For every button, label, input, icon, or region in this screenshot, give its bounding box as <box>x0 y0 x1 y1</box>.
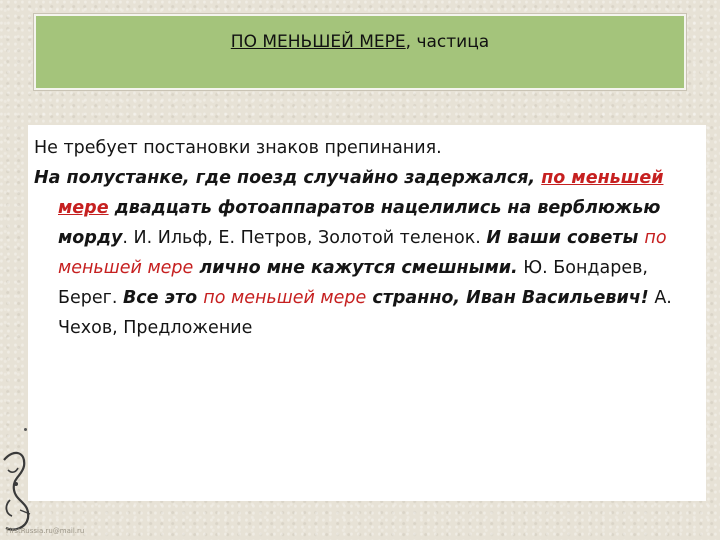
title-box <box>34 14 686 90</box>
example-2-text-b: лично мне кажутся смешными. <box>193 258 518 278</box>
example-paragraph <box>34 163 698 343</box>
title-term: ПО МЕНЬШЕЙ МЕРЕ <box>230 32 406 52</box>
title-rest: , частица <box>405 32 490 52</box>
cat-illustration-icon <box>0 440 40 535</box>
slide-title <box>36 32 684 52</box>
watermark: FirstRussia.ru@mail.ru <box>6 527 85 535</box>
example-3-text-b: странно, Иван Васильевич! <box>366 288 649 308</box>
example-1-text-b: двадцать фотоаппаратов нацелились на верблюжью морду <box>58 198 661 248</box>
example-3-highlight: по меньшей мере <box>203 288 367 308</box>
bullet-dot <box>24 428 27 431</box>
example-1-text-a: На полустанке, где поезд случайно задержался, <box>34 168 542 188</box>
content-text <box>34 133 698 343</box>
example-1-source: . И. Ильф, Е. Петров, Золотой теленок. <box>122 228 487 248</box>
rule-text: Не требует постановки знаков препинания. <box>34 138 442 158</box>
example-2-highlight: по меньшей мере <box>58 228 667 278</box>
example-3-source: А. Чехов, Предложение <box>58 288 672 338</box>
content-box <box>28 125 706 501</box>
example-1-highlight: по меньшей мере <box>58 168 664 218</box>
example-3-text-a: Все это <box>122 288 204 308</box>
example-2-text-a: И ваши советы <box>486 228 645 248</box>
example-2-source: Ю. Бондарев, Берег. <box>58 258 648 308</box>
